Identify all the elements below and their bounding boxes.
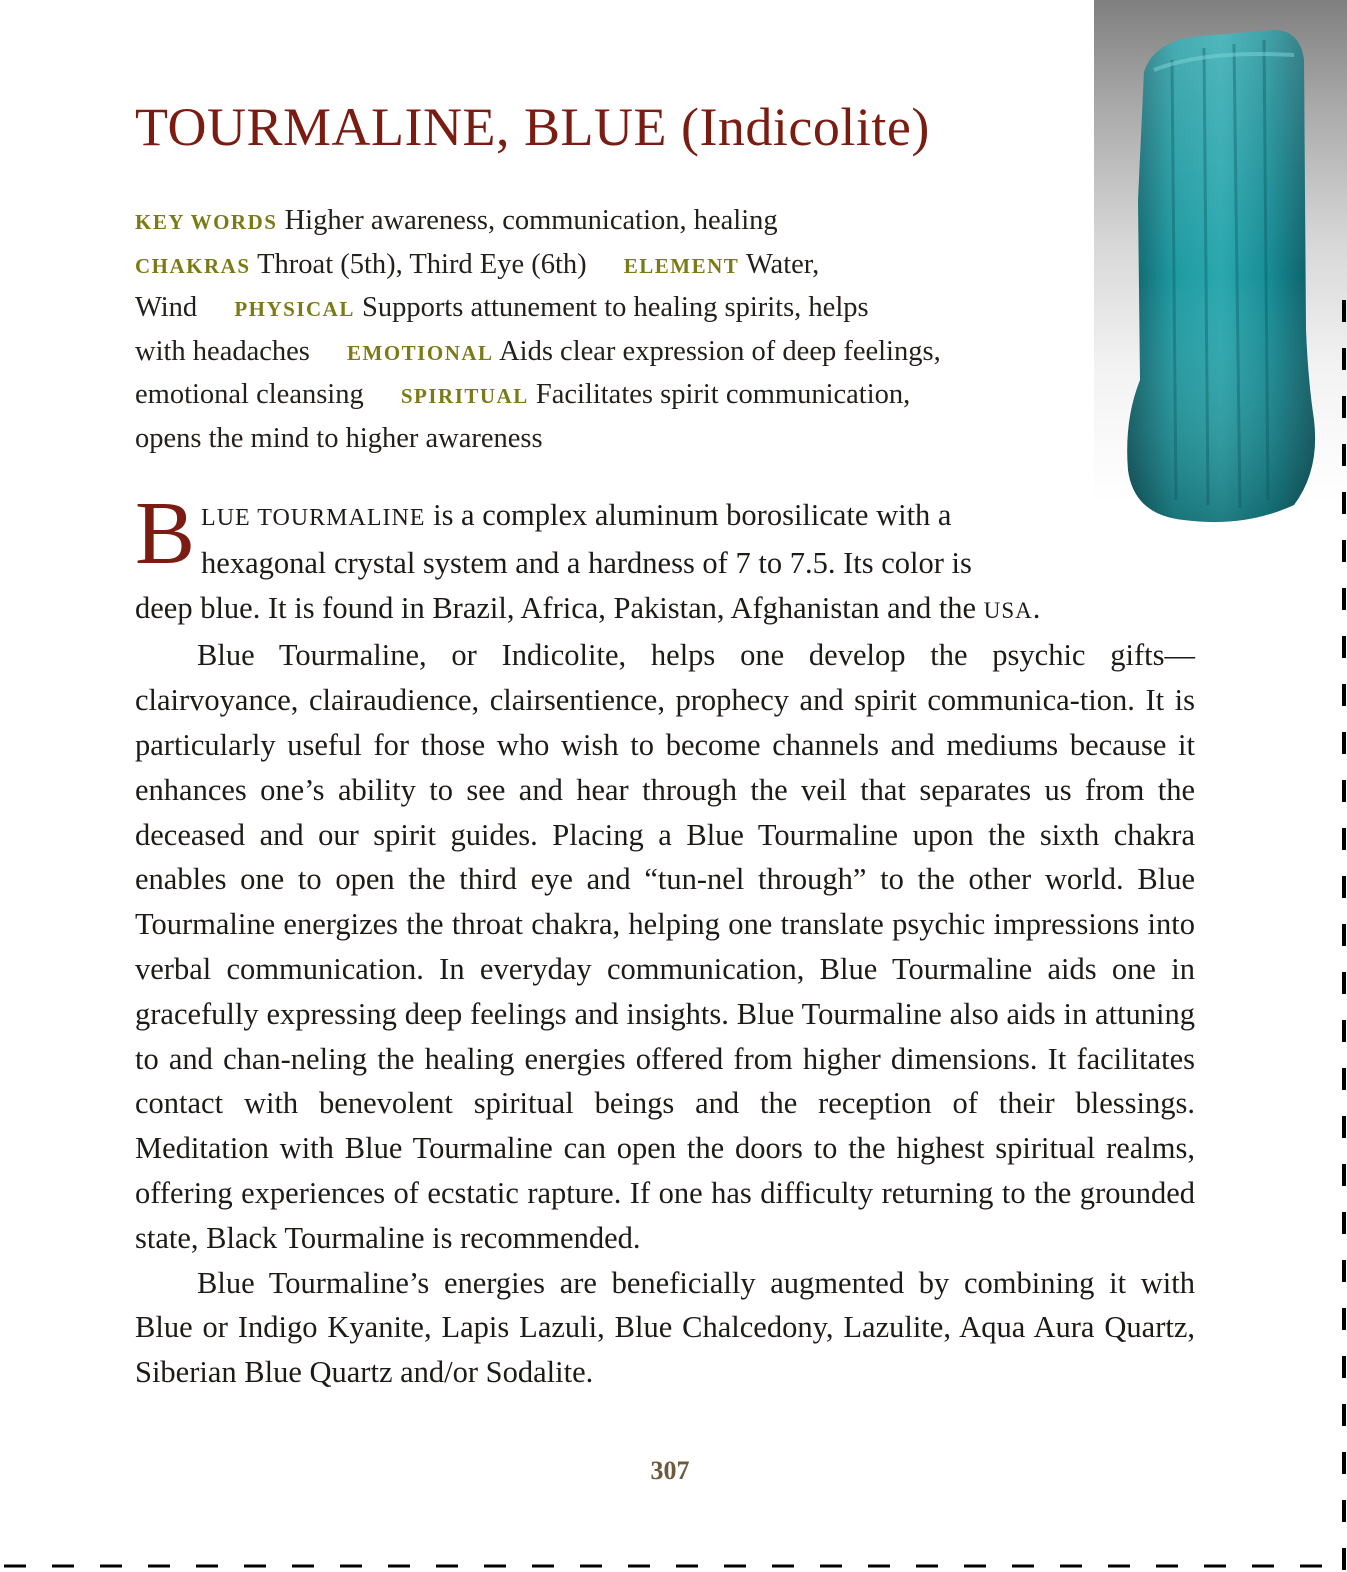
blue-tourmaline-crystal-image [1094, 0, 1347, 530]
emotional-value-a: Aids clear expression of deep feelings, [499, 335, 941, 367]
body-text [135, 484, 1195, 1395]
page-number: 307 [650, 1456, 690, 1485]
physical-value-b: with headaches [135, 335, 310, 367]
intro-line-2: hexagonal crystal system and a hardness of 7 to 7.5. Its color is [201, 545, 972, 580]
spiritual-value-b: opens the mind to higher awareness [135, 422, 543, 454]
element-value-b: Wind [135, 292, 198, 323]
properties-block [135, 200, 1035, 459]
paragraph-psychic-gifts: Blue Tourmaline, or Indicolite, helps one develop the psychic gifts—clairvoyance, clairaudience, clairsentience, prophecy and spirit communica-tion. It is particularly useful for those who wish to become channels and mediums because it enhances one’s ability to see and hear through the veil that separates us from the deceased and our spirit guides. Placing a Blue Tourmaline upon the sixth chakra enables one to open the third eye and “tun-nel through” to the other world. Blue Tourmaline energizes the throat chakra, helping one translate psychic impressions into verbal communication. In everyday communication, Blue Tourmaline aids one in gracefully expressing deep feelings and insights. Blue Tourmaline also aids in attuning to and chan-neling the healing energies offered from higher dimensions. It facilitates contact with benevolent spiritual beings and the reception of their blessings. Meditation with Blue Tourmaline can open the doors to the highest spiritual realms, offering experiences of ecstatic rapture. If one has difficulty returning to the grounded state, Black Tourmaline is recommended. [135, 638, 1195, 1255]
intro-period: . [1032, 590, 1041, 625]
bottom-edge-marks [0, 1560, 1347, 1572]
usa-abbrev: USA [983, 597, 1033, 623]
paragraph-combinations: Blue Tourmaline’s energies are beneficially augmented by combining it with Blue or Indigo Kyanite, Lapis Lazuli, Blue Chalcedony, Lazulite, Aqua Aura Quartz, Siberian Blue Quartz and/or Sodalite. [135, 1265, 1195, 1390]
lead-in: LUE TOURMALINE [201, 505, 426, 531]
page-title: TOURMALINE, BLUE (Indicolite) [135, 97, 930, 157]
physical-label: PHYSICAL [234, 297, 355, 321]
keywords-value: Higher awareness, communication, healing [284, 205, 778, 236]
keywords-label: KEY WORDS [135, 210, 278, 234]
intro-line-3: deep blue. It is found in Brazil, Africa, Pakistan, Afghanistan and the [135, 590, 984, 625]
element-label: ELEMENT [623, 253, 740, 278]
intro-line-1: is a complex aluminum borosilicate with a [425, 498, 952, 532]
right-edge-marks [1335, 0, 1347, 1572]
element-value-a: Water, [745, 248, 820, 280]
emotional-value-b: emotional cleansing [135, 379, 364, 410]
chakras-label: CHAKRAS [135, 253, 251, 278]
drop-cap: B [135, 484, 196, 583]
physical-value-a: Supports attunement to healing spirits, helps [361, 292, 869, 323]
crystal-photo [1094, 0, 1347, 530]
chakras-value: Throat (5th), Third Eye (6th) [257, 248, 587, 280]
paragraph-intro-end [135, 586, 1195, 634]
paragraph-intro [135, 484, 1053, 586]
spiritual-value-a: Facilitates spirit communication, [535, 379, 911, 410]
spiritual-label: SPIRITUAL [400, 384, 529, 408]
emotional-label: EMOTIONAL [347, 340, 494, 365]
